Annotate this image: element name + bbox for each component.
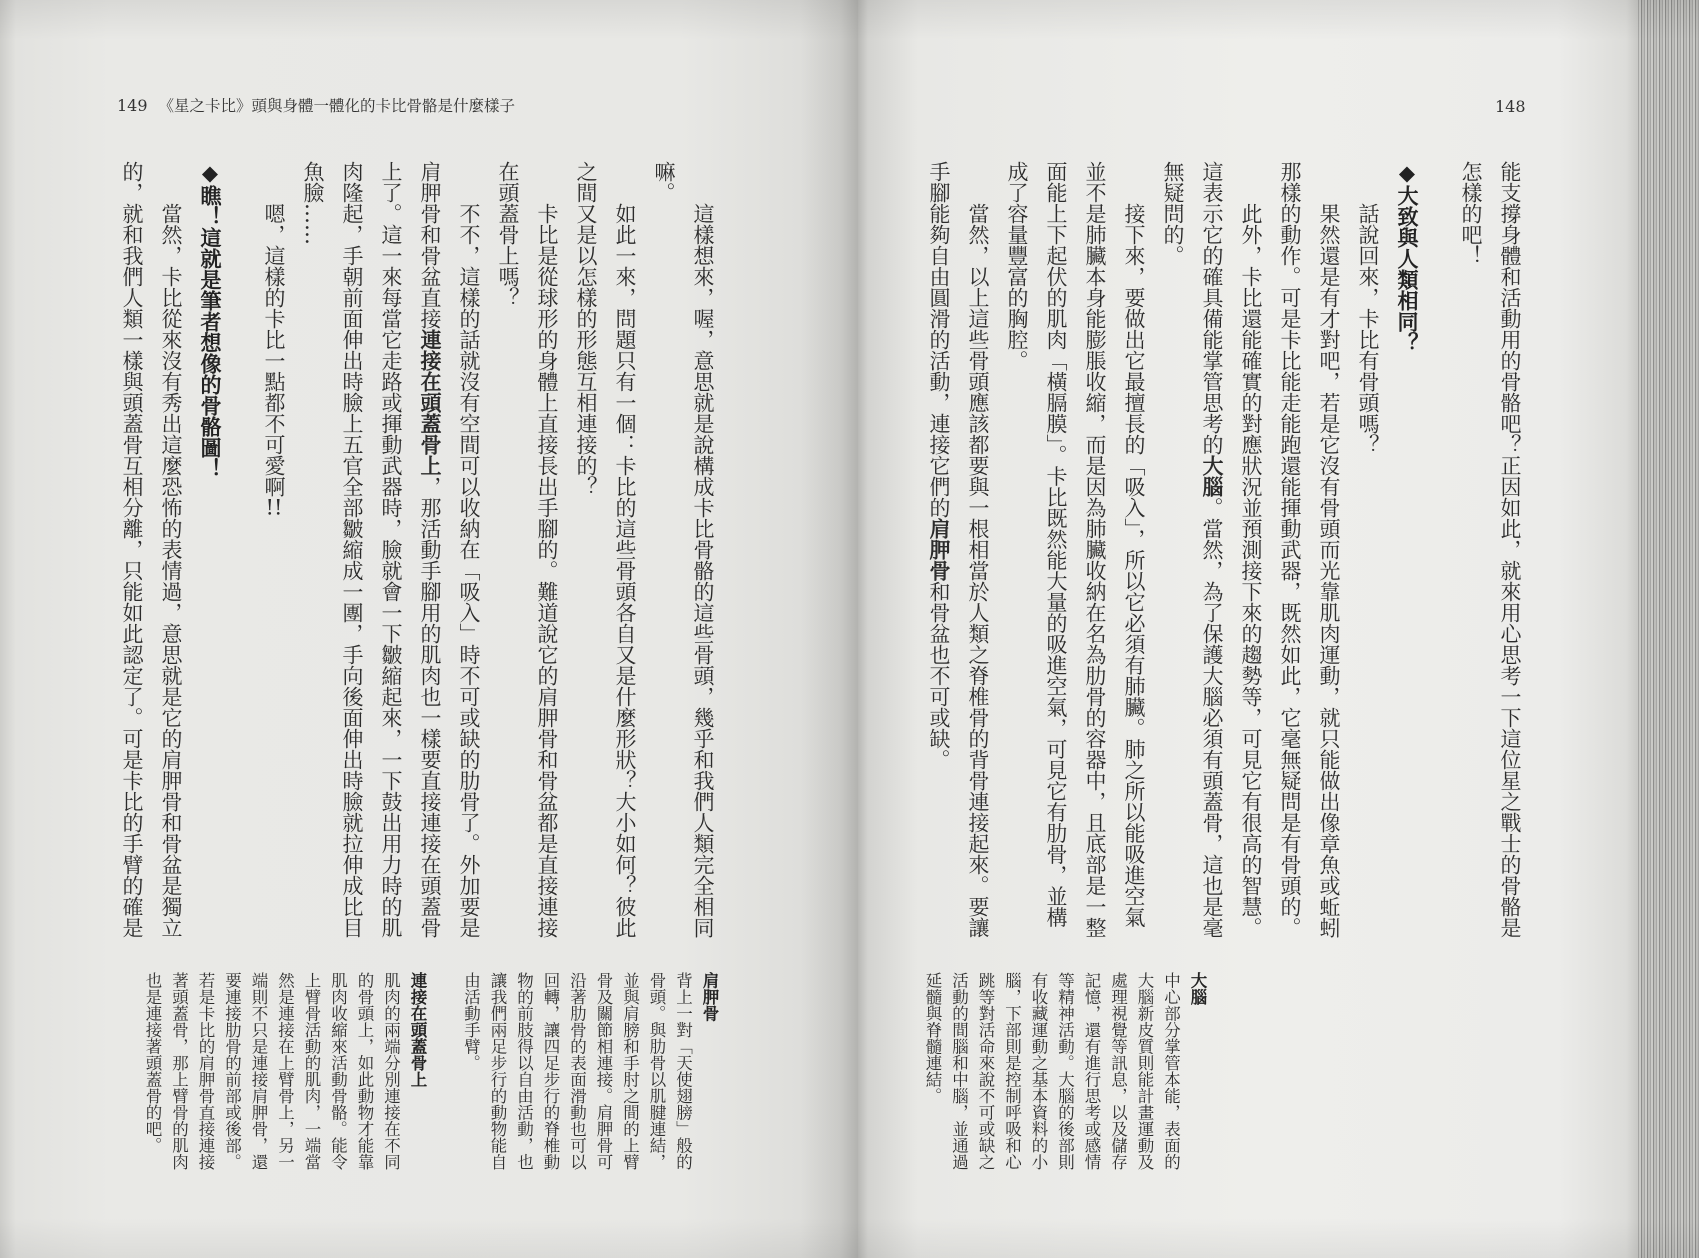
note-brain — [919, 972, 1211, 1187]
bold-term: 肩胛骨 — [927, 518, 951, 581]
body-line: 當然，卡比從來沒有秀出這麼恐怖的表情過，意思就是它的肩胛骨和骨盆是獨立 — [159, 203, 183, 938]
note-line: 等精神活動。大腦的後部則 — [1055, 972, 1075, 1170]
note-line: 回轉，讓四足步行的脊椎動 — [541, 972, 560, 1170]
note-line: 讓我們兩足步行的動物能自 — [488, 972, 507, 1170]
body-line: 果然還是有才對吧，若是它沒有骨頭而光靠肌肉運動，就只能做出像章魚或蚯蚓 — [1317, 203, 1341, 938]
note-line: 跳等對活命來說不可或缺之 — [976, 972, 995, 1170]
note-line: 中心部分掌管本能，表面的 — [1161, 972, 1181, 1170]
body-line-text: ，那活動手腳用的肌肉也一樣要直接連接在頭蓋骨 — [418, 476, 442, 938]
note-line: 大腦新皮質則能計畫運動及 — [1135, 972, 1154, 1170]
body-line-text: 和骨盆也不可或缺。 — [927, 581, 951, 770]
body-line-text: 。當然，為了保護大腦必須有頭蓋骨，這也是毫 — [1200, 497, 1224, 938]
section-heading: ◆大致與人類相同？ — [1395, 161, 1419, 353]
note-line: 有收藏運動之基本資料的小 — [1029, 972, 1048, 1170]
note-line: 骨及關節相連接。肩胛骨可 — [594, 972, 613, 1170]
body-line: 話說回來，卡比有骨頭嗎？ — [1356, 203, 1380, 455]
body-line: 上了。這一來每當它走路或揮動武器時，臉就會一下皺縮起來，一下鼓出用力時的肌 — [379, 161, 403, 938]
body-line: 卡比是從球形的身體上直接長出手腳的。難道說它的肩胛骨和骨盆都是直接連接 — [535, 203, 559, 938]
note-shoulder-blade — [457, 972, 722, 1187]
note-line: 端則不只是連接肩胛骨，還 — [249, 972, 268, 1170]
note-line: 的骨頭上，如此動物才能靠 — [355, 972, 374, 1170]
left-page-number: 149 — [117, 96, 148, 115]
body-line: 之間又是以怎樣的形態互相連接的？ — [574, 161, 598, 497]
left-notes — [139, 972, 723, 1187]
note-line: 由活動手臂。 — [461, 972, 481, 1071]
note-line: 延髓與脊髓連結。 — [923, 972, 942, 1104]
right-notes — [919, 972, 1211, 1187]
note-line: 物的前肢得以自由活動，也 — [514, 972, 534, 1170]
body-line-text: 肩胛骨和骨盆直接 — [418, 161, 442, 329]
body-line: 魚臉…… — [301, 161, 325, 245]
bold-term: 大腦 — [1200, 455, 1224, 497]
section-heading: ◆瞧！這就是筆者想像的骨骼圖！ — [198, 161, 222, 479]
bold-term: 連接在頭蓋骨上 — [418, 329, 442, 476]
left-running-head — [117, 94, 515, 116]
body-line: 不不，這樣的話就沒有空間可以收納在「吸入」時不可或缺的肋骨了。外加要是 — [457, 203, 481, 938]
note-line: 並與肩膀和手肘之間的上臂 — [620, 972, 640, 1170]
note-line: 記憶，還有進行思考或感情 — [1082, 972, 1101, 1170]
exclamation-marks: !! — [265, 497, 283, 518]
body-line: 並不是肺臟本身能膨脹收縮，而是因為肺臟收納在名為肋骨的容器中，且底部是一整 — [1083, 161, 1107, 938]
note-line: 也是連接著頭蓋骨的吧。 — [143, 972, 162, 1154]
body-line — [919, 161, 958, 951]
body-line: 接下來，要做出它最擅長的「吸入」，所以它必須有肺臟。肺之所以能吸進空氣 — [1122, 203, 1146, 928]
note-attached-to-skull — [139, 972, 431, 1187]
body-line-text: 手腳能夠自由圓滑的活動，連接它們的 — [927, 161, 951, 518]
note-line: 肌肉收縮來活動骨骼。能令 — [328, 972, 348, 1170]
body-line — [254, 161, 293, 951]
bottom-shadow — [0, 1218, 1699, 1258]
body-line: 嘛。 — [652, 161, 676, 203]
body-line: 面能上下起伏的肌肉「橫膈膜」。卡比既然能大量的吸進空氣，可見它有肋骨，並構 — [1044, 161, 1068, 928]
note-line: 肌肉的兩端分別連接在不同 — [381, 972, 401, 1170]
body-line: 成了容量豐富的胸腔。 — [1005, 161, 1029, 371]
note-line: 要連接肋骨的前部或後部。 — [222, 972, 242, 1170]
body-line: 無疑問的。 — [1161, 161, 1185, 266]
body-line: 的，就和我們人類一樣與頭蓋骨互相分離，只能如此認定了。可是卡比的手臂的確是 — [120, 161, 144, 938]
body-line: 肉隆起，手朝前面伸出時臉上五官全部皺縮成一團，手向後面伸出時臉就拉伸成比目 — [340, 161, 364, 938]
note-line: 腦，下部則是控制呼吸和心 — [1002, 972, 1022, 1170]
body-line: 能支撐身體和活動用的骨骼吧？正因如此，就來用心思考一下這位星之戰士的骨骼是 — [1498, 161, 1522, 938]
note-line: 若是卡比的肩胛骨直接連接 — [196, 972, 215, 1170]
body-line: 如此一來，問題只有一個：卡比的這些骨頭各自又是什麼形狀？大小如何？彼此 — [613, 203, 637, 938]
note-heading: 大腦 — [1188, 972, 1207, 1005]
note-heading: 肩胛骨 — [700, 972, 719, 1022]
note-line: 上臂骨活動的肌肉，一端當 — [302, 972, 321, 1170]
note-line: 骨頭。與肋骨以肌腱連結， — [647, 972, 666, 1170]
body-line: 這樣想來，喔，意思就是說構成卡比骨骼的這些骨頭，幾乎和我們人類完全相同 — [691, 203, 715, 938]
body-line — [1192, 161, 1231, 951]
note-line: 沿著肋骨的表面滑動也可以 — [567, 972, 587, 1170]
body-line: 當然，以上這些骨頭應該都要與一根相當於人類之脊椎骨的背骨連接起來。要讓 — [966, 203, 990, 938]
note-line: 活動的間腦和中腦，並通過 — [949, 972, 969, 1170]
page-stack-edge — [1638, 0, 1699, 1258]
left-body-text — [112, 161, 722, 951]
note-line: 然是連接在上臂骨上，另一 — [275, 972, 295, 1170]
body-line-text: 嗯，這樣的卡比一點都不可愛啊 — [262, 203, 286, 497]
right-page-number: 148 — [1495, 97, 1526, 116]
body-line-text: 這表示它的確具備能掌管思考的 — [1200, 161, 1224, 455]
right-body-text — [919, 161, 1529, 951]
left-running-title: 《星之卡比》頭與身體一體化的卡比骨骼是什麼樣子 — [158, 97, 516, 115]
note-heading: 連接在頭蓋骨上 — [408, 972, 427, 1088]
body-line — [410, 161, 449, 951]
body-line: 怎樣的吧！ — [1459, 161, 1483, 266]
note-line: 處理視覺等訊息，以及儲存 — [1108, 972, 1128, 1170]
body-line: 那樣的動作。可是卡比能走能跑還能揮動武器，既然如此，它毫無疑問是有骨頭的。 — [1278, 161, 1302, 938]
body-line: 此外，卡比還能確實的對應狀況並預測接下來的趨勢等，可見它有很高的智慧。 — [1239, 203, 1263, 938]
top-shadow — [0, 0, 1699, 40]
note-line: 著頭蓋骨，那上臂骨的肌肉 — [169, 972, 189, 1170]
body-line: 在頭蓋骨上嗎？ — [496, 161, 520, 308]
note-line: 背上一對「天使翅膀」般的 — [673, 972, 693, 1170]
